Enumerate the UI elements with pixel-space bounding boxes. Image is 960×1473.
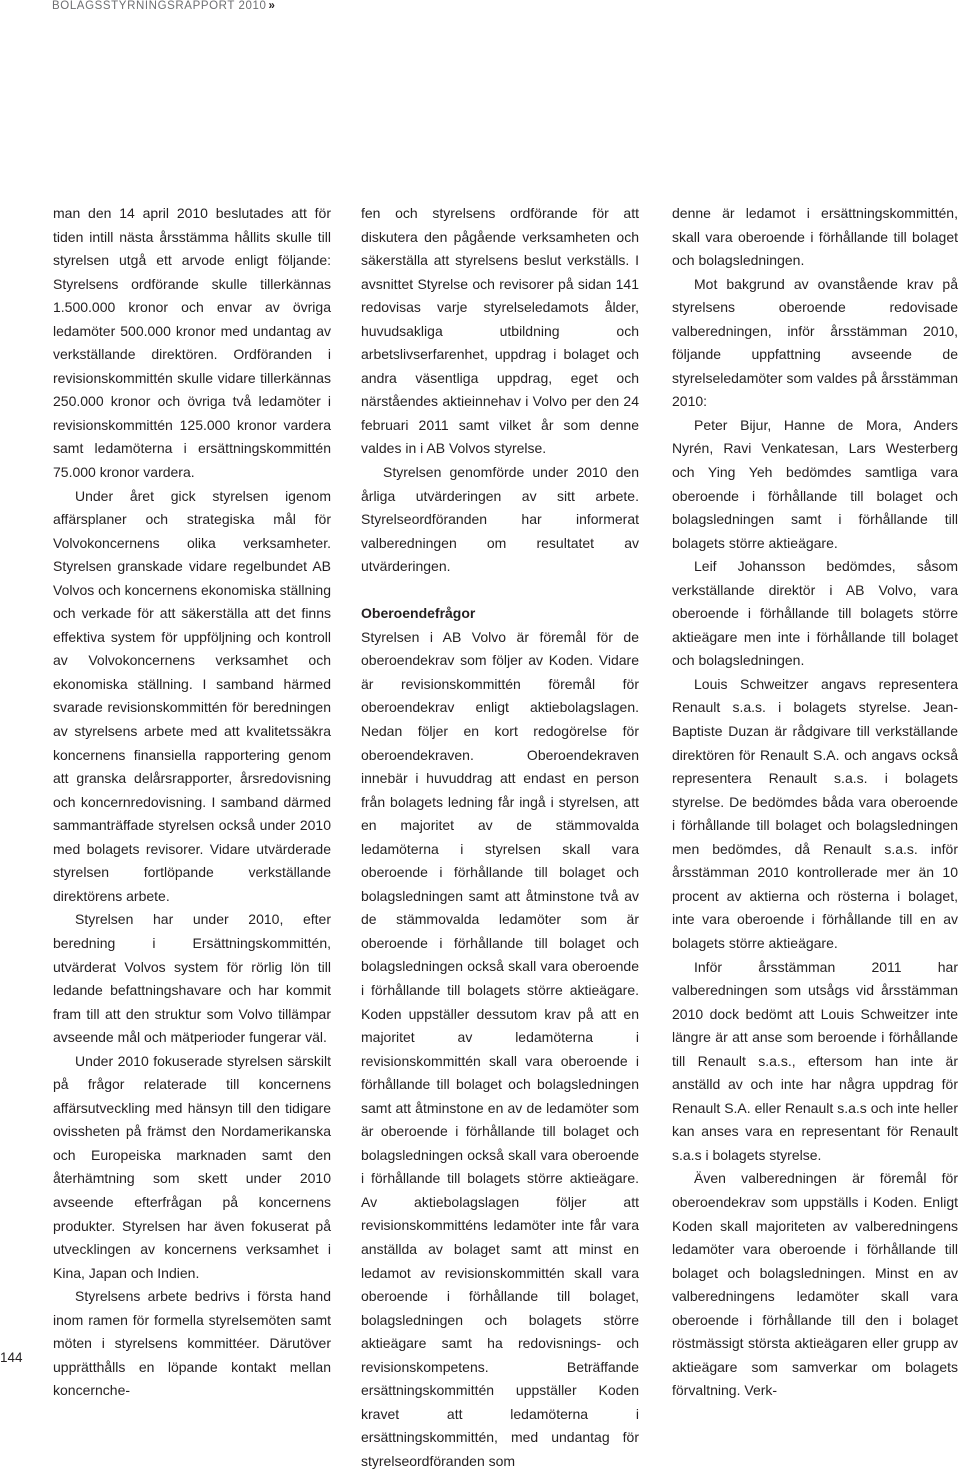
paragraph: Louis Schweitzer angavs representera Renault s.a.s. i bolagets styrelse. Jean-Baptiste Duzan är rådgivare till verkställande direktören för Renault S.A. och angavs också representera Renault s.a.s. i bolagets styrelse. De bedömdes båda vara oberoende i förhållande till bolaget och bolagsledningen men bedömdes, då Renault s.a.s. inför årsstämman 2010 kontrollerade mer än 10 procent av aktierna och rösterna i bolaget, inte vara oberoende i förhållande till en av bolagets större aktieägare. [672,675,958,951]
paragraph: Leif Johansson bedömdes, såsom verkställande direktör i AB Volvo, vara oberoende i förhållande till bolagets större aktieägare men inte i förhållande till bolaget och bolagsledningen. [672,558,958,669]
paragraph: Peter Bijur, Hanne de Mora, Anders Nyrén, Ravi Venkatesan, Lars Westerberg och Ying Yeh bedömdes samtliga vara oberoende i förhållande till bolaget och bolagsledningen samt i förhållande till bolagets större aktieägare. [672,416,958,551]
page-number: 144 [0,1350,23,1365]
text-column-2 [361,202,639,1473]
text-column-1 [53,202,331,1403]
paragraph: Styrelsen genomförde under 2010 den årliga utvärderingen av sitt arbete. Styrelseordföranden har informerat valberedningen om resultatet av utvärderingen. [361,464,639,575]
paragraph: man den 14 april 2010 beslutades att för tiden intill nästa årsstämma hållits skulle till styrelsen utgå ett arvode enligt följande: Styrelsens ordförande skulle tillerkännas 1.500.000 kronor och envar av övriga ledamöter 500.000 kronor med undantag av verkställande direktören. Ordföranden i revisionskommittén skulle vidare tillerkännas 250.000 kronor och övriga två ledamöter i revisionskommittén 125.000 kronor vardera samt ledamöterna i ersättningskommittén 75.000 kronor vardera. [53,205,331,481]
report-title: BOLAGSSTYRNINGSRAPPORT 2010 [52,0,267,12]
paragraph: denne är ledamot i ersättningskommittén, skall vara oberoende i förhållande till bolaget och bolagsledningen. [672,205,958,269]
paragraph: Inför årsstämman 2011 har valberedningen som utsågs vid årsstämman 2010 dock bedömt att Louis Schweitzer inte längre är att anse som beroende i förhållande till Renault s.a.s., eftersom han inte är anställd av och inte har några uppdrag för Renault S.A. eller Renault s.a.s och inte heller kan anses vara en representant för Renault s.a.s i bolagets styrelse. [672,958,958,1163]
paragraph: Under året gick styrelsen igenom affärsplaner och strategiska mål för Volvokoncernens olika verksamheter. Styrelsen granskade vidare regelbundet AB Volvos och koncernens ekonomiska ställning och verkade för att säkerställa att det finns effektiva system för uppföljning och kontroll av Volvokoncernens verksamhet och ekonomiska ställning. I samband härmed svarade revisionskommittén för beredningen av styrelsens arbete med att kvalitetssäkra koncernens finansiella rapportering genom att granska delårsrapporter, årsredovisning och koncernredovisning. I samband därmed sammanträffade styrelsen också under 2010 med bolagets revisorer. Vidare utvärderade styrelsen fortlöpande verkställande direktörens arbete. [53,487,331,904]
double-chevron-right-icon: » [268,0,276,12]
paragraph: Styrelsens arbete bedrivs i första hand inom ramen för formella styrelsemöten samt möten i styrelsens kommittéer. Därutöver upprätthålls en löpande kontakt mellan koncernche- [53,1288,331,1399]
running-header [52,0,276,12]
paragraph: Mot bakgrund av ovanstående krav på styrelsens oberoende redovisade valberedningen, inför årsstämman 2010, följande uppfattning avseende de styrelseledamöter som valdes på årsstämman 2010: [672,275,958,410]
paragraph: Styrelsen i AB Volvo är föremål för de oberoendekrav som följer av Koden. Vidare är revisionskommittén föremål för oberoendekrav enligt aktiebolagslagen. Nedan följer en kort redogörelse för oberoendekraven. Oberoendekraven innebär i huvuddrag att endast en person från bolagets ledning får ingå i styrelsen, att en majoritet av de stämmovalda ledamöterna i styrelsen skall vara oberoende i förhållande till bolaget och bolagsledningen samt att åtminstone två av de stämmovalda ledamöter som är oberoende i förhållande till bolaget och bolagsledningen också skall vara oberoende i förhållande till bolagets större aktieägare. Koden uppställer dessutom krav på att en majoritet av ledamöterna i revisionskommittén skall vara oberoende i förhållande till bolaget och bolagsledningen samt att åtminstone en av de ledamöter som är oberoende i förhållande till bolaget och bolagsledningen också skall vara oberoende i förhållande till bolagets större aktieägare. Av aktiebolagslagen följer att revisionskommitténs ledamöter inte får vara anställda av bolaget samt att minst en ledamot av revisionskommittén skall vara oberoende i förhållande till bolaget, bolagsledningen och bolagets större aktieägare samt ha redovisnings- och revisionskompetens. Beträffande ersättningskommittén uppställer Koden kravet att ledamöterna i ersättningskommittén, med undantag för styrelseordföranden som [361,628,639,1469]
paragraph: Under 2010 fokuserade styrelsen särskilt på frågor relaterade till koncernens affärsutveckling med hänsyn till den tidigare ovissheten på främst den Nordamerikanska och Europeiska marknaden samt den återhämtning som skett under 2010 avseende efterfrågan på koncernens produkter. Styrelsen har även fokuserat på utvecklingen av koncernens verksamhet i Kina, Japan och Indien. [53,1052,331,1281]
paragraph: fen och styrelsens ordförande för att diskutera den pågående verksamheten och säkerställa att styrelsens beslut verkställs. I avsnittet Styrelse och revisorer på sidan 141 redovisas varje styrelseledamots ålder, huvudsakliga utbildning och arbetslivserfarenhet, uppdrag i bolaget och andra väsentliga uppdrag, eget och närståendes aktieinnehav i Volvo per den 24 februari 2011 samt vilket år som denne valdes in i AB Volvos styrelse. [361,205,639,457]
text-column-3 [672,202,958,1403]
paragraph: Styrelsen har under 2010, efter beredning i Ersättningskommittén, utvärderat Volvos system för rörlig lön till ledande befattningshavare och har kommit fram till att den struktur som Volvo tillämpar avseende mål och mätperioder fungerar väl. [53,911,331,1046]
section-heading-oberoendefragor: Oberoendefrågor [361,605,476,622]
paragraph: Även valberedningen är föremål för oberoendekrav som uppställs i Koden. Enligt Koden skall majoriteten av valberedningens ledamöter vara oberoende i förhållande till bolaget och bolagsledningen. Minst en av valberedningens ledamöter skall vara oberoende i förhållande till den i bolaget röstmässigt största aktieägaren eller grupp av aktieägare som samverkar om bolagets förvaltning. Verk- [672,1170,958,1399]
